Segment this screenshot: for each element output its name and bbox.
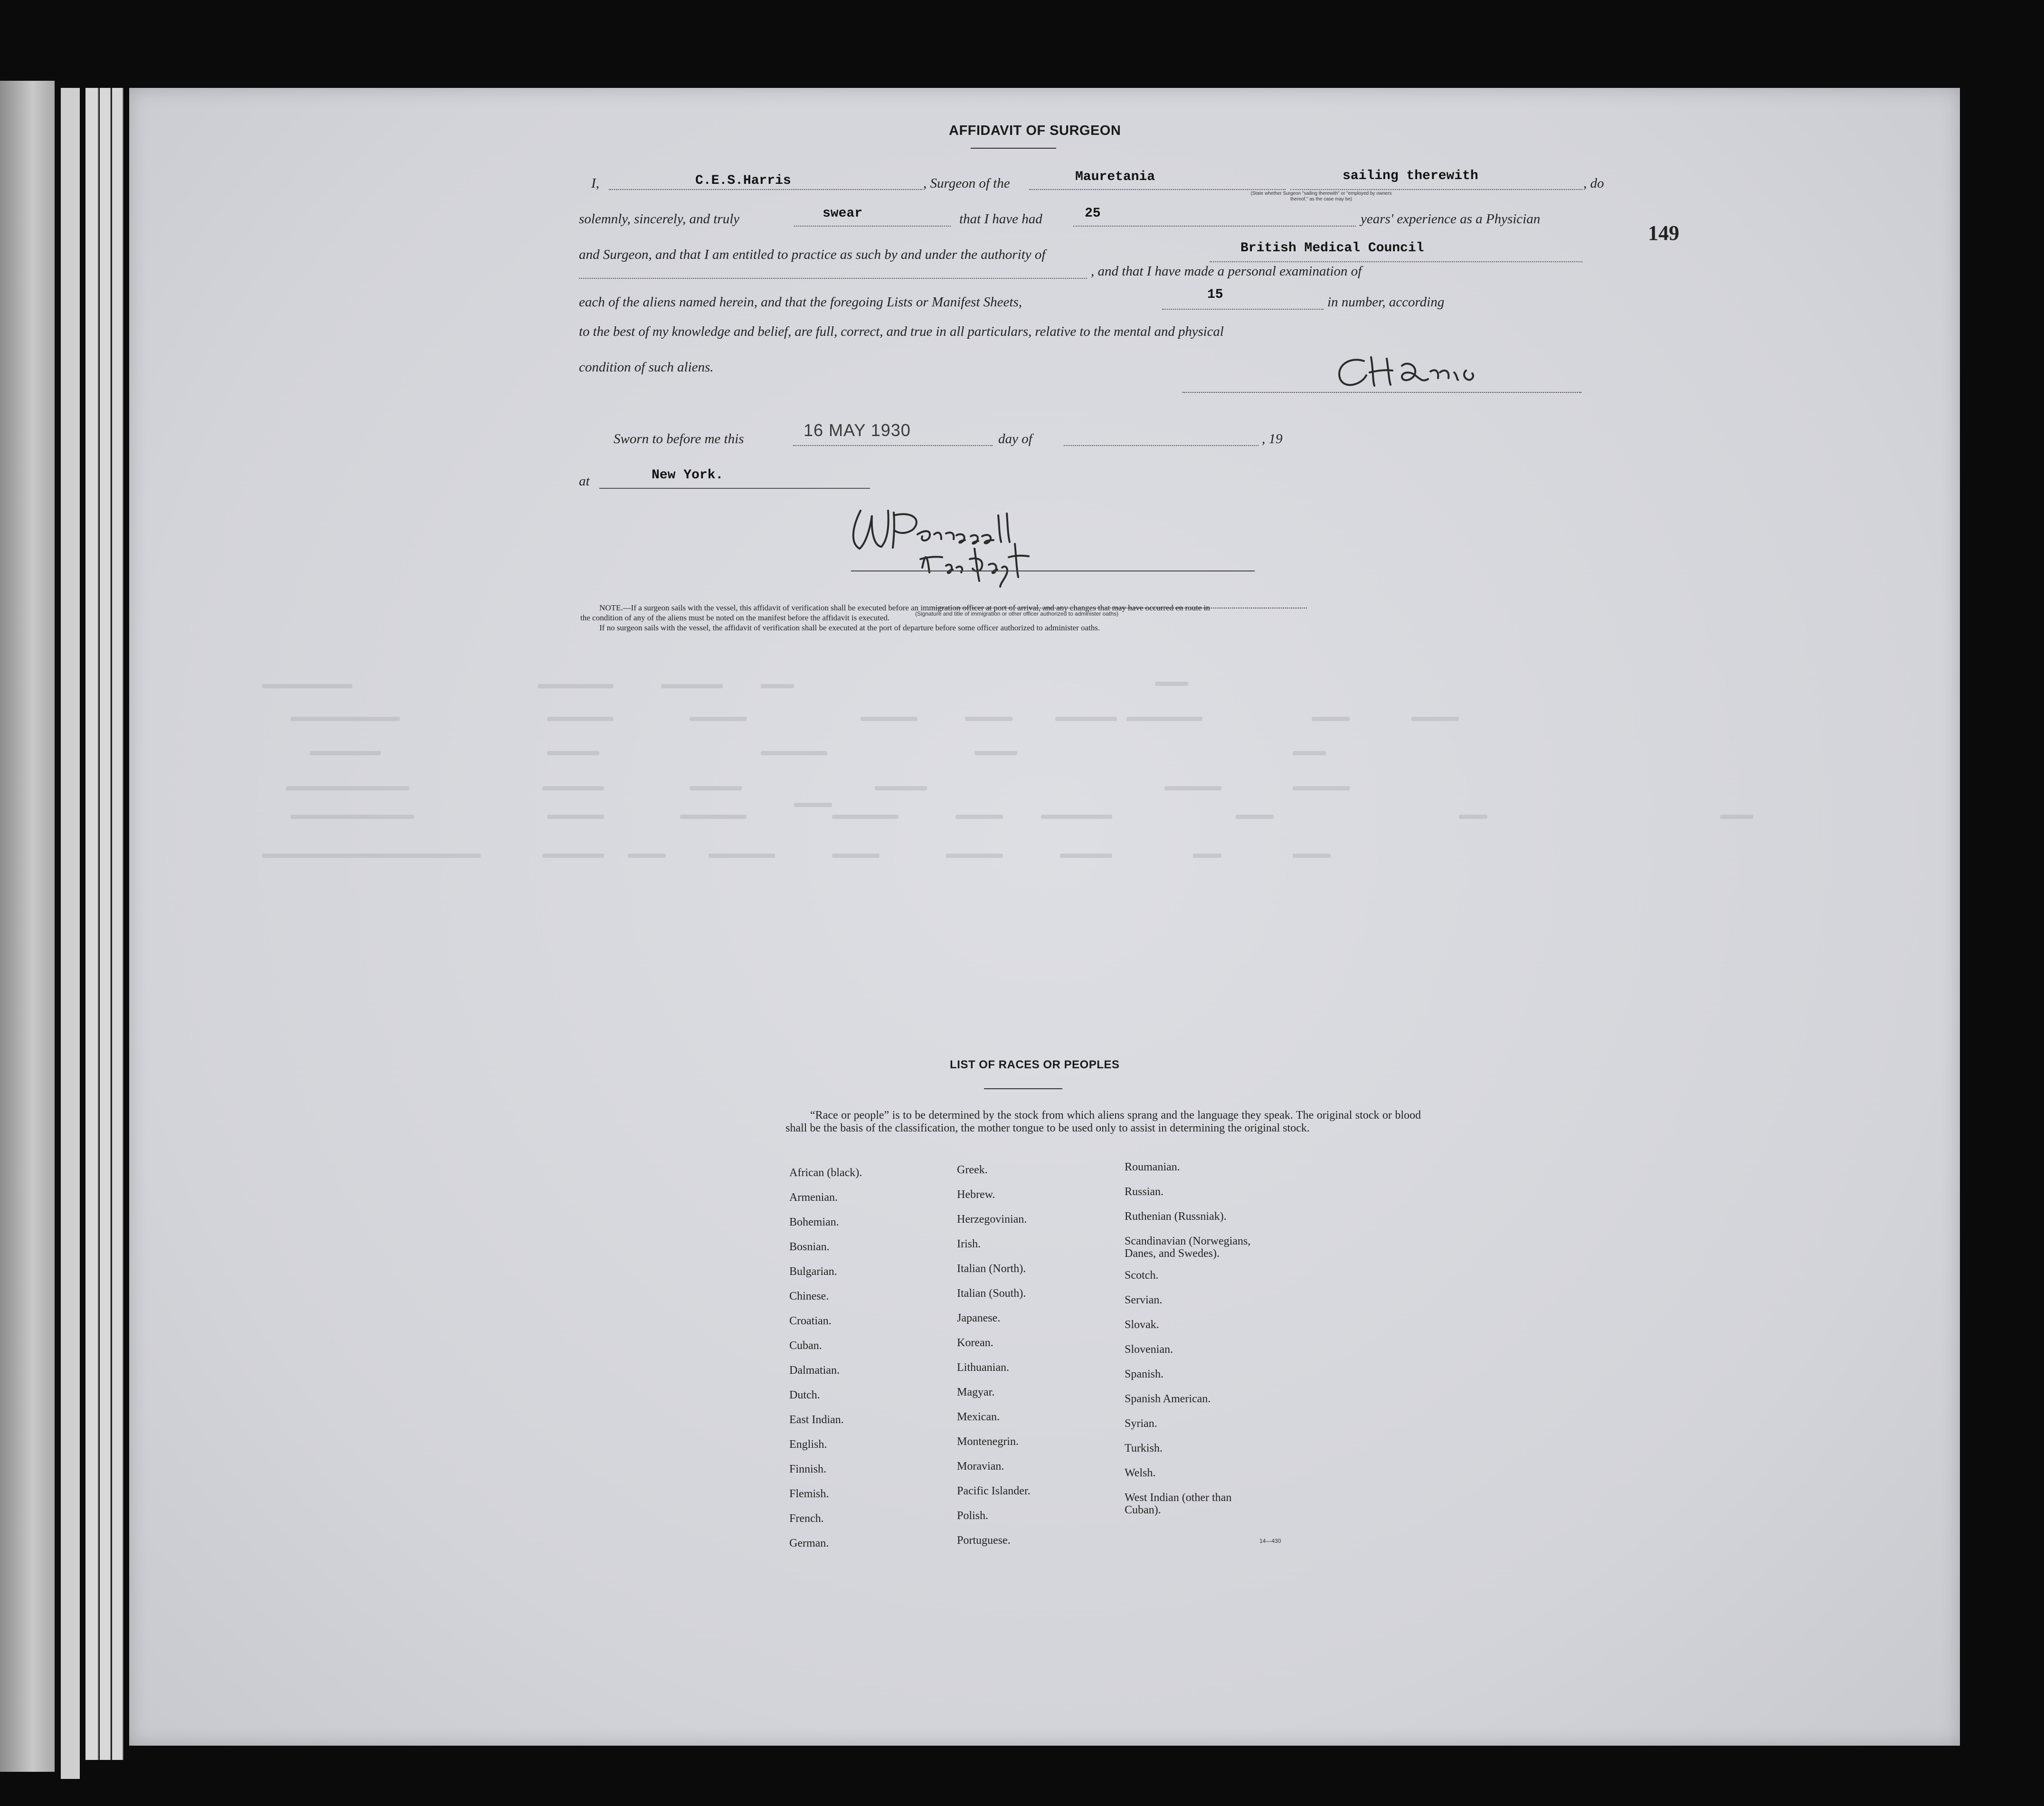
place-blank (599, 488, 870, 489)
bleed-through-row (1236, 815, 1274, 819)
capacity-blank (1290, 189, 1582, 190)
race-item: Dutch. (789, 1389, 820, 1401)
affidavit-line5-pre: each of the aliens named herein, and that the foregoing Lists or Manifest Sheets, (579, 295, 1022, 310)
adjacent-page-edge (0, 81, 55, 1772)
race-item: Turkish. (1125, 1442, 1163, 1454)
race-item: Greek. (957, 1164, 988, 1176)
capacity-value: sailing therewith (1343, 169, 1478, 183)
race-item: Lithuanian. (957, 1361, 1009, 1374)
bleed-through-row (690, 786, 742, 790)
affidavit-line1-mid: , Surgeon of the (923, 176, 1010, 191)
bleed-through-row (965, 717, 1013, 721)
bleed-through-row (628, 854, 666, 858)
races-column-3 (1125, 1161, 1250, 1526)
bleed-through-row (542, 786, 604, 790)
date-stamp: 16 MAY 1930 (804, 420, 911, 440)
bleed-through-row (291, 717, 400, 721)
note-line-3: If no surgeon sails with the vessel, the affidavit of verification shall be executed at the port of departure before some officer authorized to administer oaths. (599, 623, 1100, 632)
bleed-through-row (310, 751, 381, 755)
note-line-2: the condition of any of the aliens must be noted on the manifest before the affidavit is executed. (580, 613, 890, 622)
officer-caption: (Signature and title of immigration or other officer authorized to administer oaths) (915, 610, 1118, 617)
surgeon-name-blank (609, 189, 922, 190)
bleed-through-row (690, 717, 747, 721)
oath-blank (794, 226, 951, 227)
race-item: Russian. (1125, 1186, 1164, 1198)
years-blank (1073, 226, 1356, 227)
bleed-through-row (1126, 717, 1202, 721)
surgeon-signature (1264, 352, 1578, 394)
races-column-1 (789, 1167, 862, 1562)
race-item: Japanese. (957, 1312, 1001, 1324)
note-line-1: NOTE.—If a surgeon sails with the vessel, this affidavit of verification shall be executed before an immigration officer at port of arrival, and any changes that may have occurred en route in (599, 603, 1210, 612)
affidavit-line2-mid: that I have had (959, 211, 1042, 227)
bleed-through-row (1312, 717, 1350, 721)
race-item: Roumanian. (1125, 1161, 1180, 1173)
race-item: Ruthenian (Russniak). (1125, 1210, 1227, 1223)
bleed-through-row (1060, 854, 1112, 858)
affidavit-line1-post: , do (1583, 176, 1604, 191)
race-item: Scandinavian (Norwegians, Danes, and Swedes). (1125, 1235, 1251, 1260)
bleed-through-row (1155, 682, 1188, 686)
document-page (129, 88, 1960, 1746)
bleed-through-row (832, 815, 899, 819)
adjacent-page-strip (61, 88, 80, 1779)
race-item: Scotch. (1125, 1269, 1159, 1282)
race-item: Korean. (957, 1337, 994, 1349)
surgeon-name-value: C.E.S.Harris (695, 173, 791, 188)
bleed-through-row (794, 803, 832, 807)
binding-strip (100, 88, 111, 1760)
bleed-through-row (1293, 854, 1331, 858)
bleed-through-row (680, 815, 747, 819)
bleed-through-row (1055, 717, 1117, 721)
bleed-through-row (875, 786, 927, 790)
sheets-value: 15 (1207, 287, 1223, 302)
race-item: French. (789, 1512, 824, 1525)
race-item: Portuguese. (957, 1534, 1011, 1547)
bleed-through-row (1041, 815, 1112, 819)
races-heading: LIST OF RACES OR PEOPLES (950, 1058, 1120, 1071)
bleed-through-row (1459, 815, 1487, 819)
oath-value: swear (823, 206, 863, 221)
race-item: Spanish. (1125, 1368, 1164, 1380)
races-column-2 (957, 1164, 1031, 1559)
sworn-month-blank (1064, 445, 1259, 446)
surgeon-signature-line (1183, 392, 1581, 393)
race-item: German. (789, 1537, 829, 1549)
heading-rule (971, 148, 1056, 149)
bleed-through-row (861, 717, 918, 721)
bleed-through-row (661, 684, 723, 688)
race-item: Italian (North). (957, 1263, 1026, 1275)
race-item: Slovak. (1125, 1319, 1159, 1331)
bleed-through-row (1293, 786, 1350, 790)
affidavit-line3-pre: and Surgeon, and that I am entitled to practice as such by and under the authority of (579, 247, 1046, 262)
bleed-through-row (761, 751, 827, 755)
race-item: Hebrew. (957, 1188, 995, 1201)
affidavit-line4-post: , and that I have made a personal examination of (1091, 264, 1362, 279)
bleed-through-row (761, 684, 794, 688)
race-item: Bulgarian. (789, 1265, 837, 1278)
binding-strip (85, 88, 99, 1760)
race-item: Finnish. (789, 1463, 827, 1475)
bleed-through-row (547, 751, 599, 755)
affidavit-line7: condition of such aliens. (579, 360, 714, 375)
race-item: Dalmatian. (789, 1364, 840, 1377)
bleed-through-row (1293, 751, 1326, 755)
officer-signature-line-1 (851, 570, 1255, 571)
affidavit-line6: to the best of my knowledge and belief, are full, correct, and true in all particulars, relative to the mental and physical (579, 324, 1224, 339)
capacity-note: (State whether Surgeon "sailing therewith" or "employed by owners thereof," as the case may be) (1250, 191, 1392, 202)
vessel-blank (1029, 189, 1286, 190)
race-item: Herzegovinian. (957, 1213, 1027, 1226)
bleed-through-row (975, 751, 1017, 755)
sheets-blank (1162, 309, 1324, 310)
bleed-through-row (1411, 717, 1459, 721)
bleed-through-row (538, 684, 614, 688)
sworn-post: , 19 (1262, 431, 1283, 447)
race-item: Servian. (1125, 1294, 1163, 1306)
race-item: Chinese. (789, 1290, 829, 1302)
race-item: Pacific Islander. (957, 1485, 1031, 1497)
race-item: African (black). (789, 1167, 862, 1179)
race-item: Mexican. (957, 1411, 1000, 1423)
form-number: 14—430 (1259, 1538, 1281, 1544)
race-item: Slovenian. (1125, 1343, 1173, 1356)
affidavit-line5-post: in number, according (1327, 295, 1445, 310)
race-item: Bohemian. (789, 1216, 839, 1228)
races-heading-rule (984, 1088, 1062, 1089)
bleed-through-row (1720, 815, 1753, 819)
bleed-through-row (709, 854, 775, 858)
race-item: Croatian. (789, 1315, 832, 1327)
bleed-through-row (542, 854, 604, 858)
race-item: Cuban. (789, 1340, 822, 1352)
bleed-through-row (262, 684, 352, 688)
bleed-through-row (956, 815, 1003, 819)
race-item: Spanish American. (1125, 1393, 1211, 1405)
bleed-through-row (286, 786, 409, 790)
bleed-through-row (291, 815, 414, 819)
binding-strip (112, 88, 123, 1760)
race-item: West Indian (other than Cuban). (1125, 1492, 1232, 1516)
bleed-through-row (946, 854, 1003, 858)
race-item: East Indian. (789, 1414, 844, 1426)
affidavit-line1-pre: I, (591, 176, 599, 191)
race-item: Moravian. (957, 1460, 1004, 1473)
race-item: Welsh. (1125, 1467, 1156, 1479)
affidavit-line2-post: years' experience as a Physician (1361, 211, 1541, 227)
bleed-through-row (547, 717, 614, 721)
sworn-day-blank (793, 445, 993, 446)
race-item: Italian (South). (957, 1287, 1026, 1300)
bleed-through-row (1164, 786, 1221, 790)
race-item: Montenegrin. (957, 1435, 1019, 1448)
page-number: 149 (1648, 221, 1679, 245)
race-item: Syrian. (1125, 1417, 1157, 1430)
sworn-mid: day of (998, 431, 1032, 447)
bleed-through-row (262, 854, 481, 858)
place-value: New York. (652, 468, 724, 483)
vessel-value: Mauretania (1075, 170, 1155, 184)
bleed-through-row (547, 815, 604, 819)
authority-continued-blank (579, 278, 1087, 279)
race-item: Magyar. (957, 1386, 995, 1398)
authority-blank (1210, 261, 1582, 262)
race-item: Polish. (957, 1510, 989, 1522)
authority-value: British Medical Council (1240, 241, 1424, 256)
race-item: Bosnian. (789, 1241, 830, 1253)
race-item: Armenian. (789, 1191, 838, 1204)
race-item: Flemish. (789, 1488, 829, 1500)
affidavit-heading: AFFIDAVIT OF SURGEON (949, 123, 1121, 138)
bleed-through-row (1193, 854, 1221, 858)
race-item: Irish. (957, 1238, 981, 1250)
affidavit-line2-pre: solemnly, sincerely, and truly (579, 211, 740, 227)
officer-signature (832, 496, 1174, 591)
at-pre: at (579, 474, 590, 489)
races-intro: “Race or people” is to be determined by the stock from which aliens sprang and the language they speak. The original stock or blood shall be the basis of the classification, the mother tongue to be used only to assist in determining the original stock. (785, 1109, 1421, 1134)
sworn-pre: Sworn to before me this (614, 431, 744, 447)
bleed-through-row (832, 854, 880, 858)
years-value: 25 (1085, 206, 1101, 221)
race-item: English. (789, 1438, 827, 1451)
